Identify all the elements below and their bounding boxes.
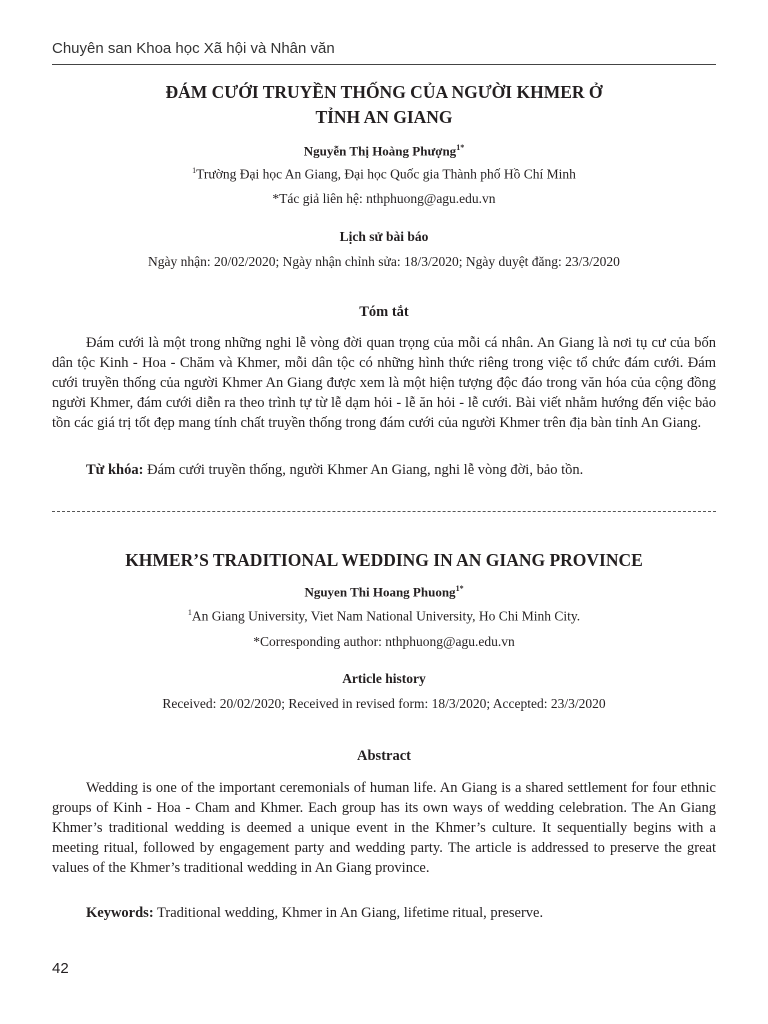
vi-keywords bbox=[52, 462, 716, 479]
vi-contact: *Tác giả liên hệ: nthphuong@agu.edu.vn bbox=[272, 191, 496, 206]
en-affiliation bbox=[52, 608, 716, 625]
header-rule bbox=[52, 64, 716, 65]
en-author-name: Nguyen Thi Hoang Phuong bbox=[304, 584, 456, 600]
en-history: Received: 20/02/2020; Received in revised form: 18/3/2020; Accepted: 23/3/2020 bbox=[162, 696, 606, 711]
vi-keywords-text: Đám cưới truyền thống, người Khmer An Giang, nghi lễ vòng đời, bảo tồn. bbox=[147, 462, 584, 478]
journal-name: Chuyên san Khoa học Xã hội và Nhân văn bbox=[52, 40, 335, 57]
en-keywords-label: Keywords: bbox=[86, 905, 154, 921]
vi-title bbox=[52, 80, 716, 130]
vi-affiliation bbox=[52, 166, 716, 183]
vi-keywords-label: Từ khóa: bbox=[86, 462, 144, 478]
en-history-label: Article history bbox=[342, 671, 426, 686]
vi-title-line1: ĐÁM CƯỚI TRUYỀN THỐNG CỦA NGƯỜI KHMER Ở bbox=[165, 82, 603, 102]
vi-author-sup: 1* bbox=[456, 143, 465, 152]
page-number: 42 bbox=[52, 960, 69, 977]
en-author-sup: 1* bbox=[455, 584, 464, 593]
en-keywords bbox=[52, 905, 716, 922]
en-affil-text: An Giang University, Viet Nam National University, Ho Chi Minh City. bbox=[191, 608, 581, 624]
en-contact: *Corresponding author: nthphuong@agu.edu.vn bbox=[253, 634, 515, 649]
en-author bbox=[52, 584, 716, 600]
en-affil-sup: 1 bbox=[187, 608, 192, 617]
en-keywords-text: Traditional wedding, Khmer in An Giang, lifetime ritual, preserve. bbox=[157, 905, 544, 921]
section-divider bbox=[52, 511, 716, 512]
en-title: KHMER’S TRADITIONAL WEDDING IN AN GIANG PROVINCE bbox=[125, 550, 643, 570]
vi-abstract: Đám cưới là một trong những nghi lễ vòng đời quan trọng của mỗi cá nhân. An Giang là nơi tụ cư của bốn dân tộc Kinh - Hoa - Chăm và Khmer, mỗi dân tộc có những hình thức riêng trong việc tổ chức đám cưới. Đám cưới truyền thống của người Khmer An Giang được xem là một hiện tượng độc đáo trong văn hóa của cộng đồng người Khmer, đám cưới diễn ra theo trình tự từ lễ dạm hỏi - lễ ăn hỏi - lễ cưới. Bài viết nhằm hướng đến việc bảo tồn các giá trị tốt đẹp mang tính chất truyền thống trong đám cưới của người Khmer trên địa bàn tỉnh An Giang. bbox=[52, 335, 716, 431]
vi-author bbox=[52, 143, 716, 159]
en-abstract-label: Abstract bbox=[357, 748, 411, 764]
vi-affil-text: Trường Đại học An Giang, Đại học Quốc gia Thành phố Hồ Chí Minh bbox=[196, 166, 576, 182]
vi-history-label: Lịch sử bài báo bbox=[339, 229, 429, 244]
vi-author-name: Nguyễn Thị Hoàng Phượng bbox=[303, 143, 457, 159]
vi-abstract-label: Tóm tắt bbox=[359, 304, 409, 320]
vi-history: Ngày nhận: 20/02/2020; Ngày nhận chỉnh sửa: 18/3/2020; Ngày duyệt đăng: 23/3/2020 bbox=[148, 254, 620, 269]
en-abstract: Wedding is one of the important ceremonials of human life. An Giang is a shared settlement for four ethnic groups of Kinh - Hoa - Cham and Khmer. Each group has its own ways of wedding celebration. The An Giang Khmer’s traditional wedding is deemed a unique event in the Khmer’s culture. It sequentially begins with a meeting ritual, followed by engagement party and wedding party. The article is addressed to preserve the great values of the Khmer’s traditional wedding in An Giang province. bbox=[52, 780, 716, 876]
vi-title-line2: TỈNH AN GIANG bbox=[315, 107, 453, 127]
vi-affil-sup: 1 bbox=[192, 166, 197, 175]
